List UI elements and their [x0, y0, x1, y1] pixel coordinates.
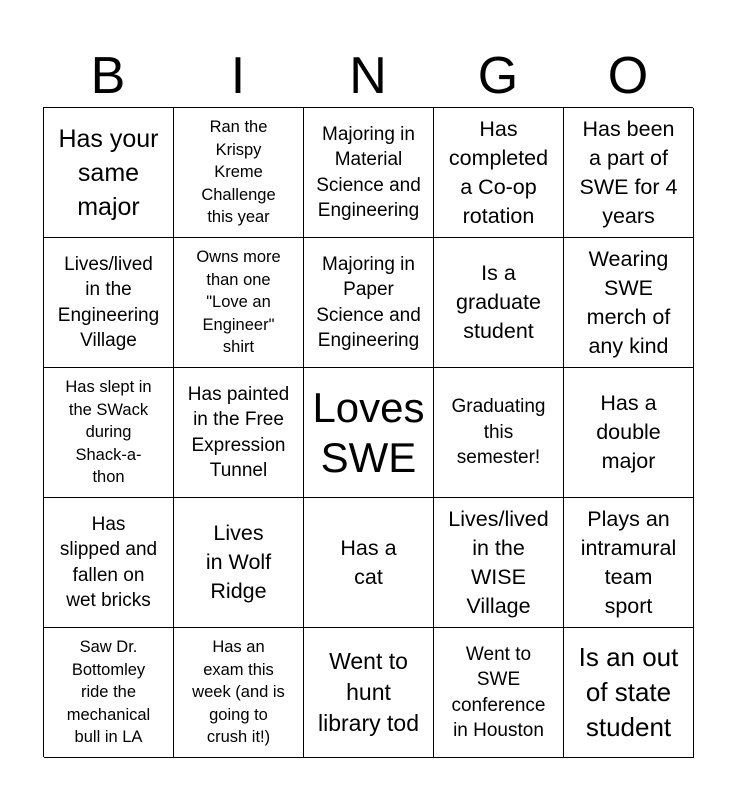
bingo-cell-r2-c1[interactable] — [44, 238, 174, 368]
cell-text: Lives/lived in the Engineering Village — [57, 253, 160, 351]
bingo-cell-r2-c2[interactable] — [174, 238, 304, 368]
cell-text: Went to SWE conference in Houston — [451, 643, 546, 741]
bingo-cell-r4-c3[interactable] — [304, 498, 434, 628]
cell-text: Majoring in Material Science and Engineering — [316, 123, 421, 221]
bingo-cell-r1-c5[interactable] — [564, 108, 694, 238]
bingo-cell-r5-c2[interactable] — [174, 628, 304, 758]
header-letter-o: O — [607, 47, 649, 105]
header-letter-b: B — [90, 47, 126, 105]
bingo-cell-r4-c2[interactable] — [174, 498, 304, 628]
cell-text: Has slept in the SWack during Shack-a- thon — [65, 378, 152, 487]
cell-text: Has your same major — [58, 124, 159, 221]
cell-text: Lives/lived in the WISE Village — [448, 506, 549, 618]
cell-text: Plays an intramural team sport — [580, 506, 677, 618]
bingo-board — [43, 107, 693, 757]
header-letter-n: N — [349, 47, 387, 105]
cell-text: Is a graduate student — [456, 261, 541, 343]
bingo-cell-r3-c2[interactable] — [174, 368, 304, 498]
bingo-cell-r2-c4[interactable] — [434, 238, 564, 368]
cell-text: Has been a part of SWE for 4 years — [579, 116, 678, 228]
cell-text: Is an out of state student — [578, 642, 679, 742]
cell-text: Majoring in Paper Science and Engineering — [316, 253, 421, 351]
bingo-cell-r3-c5[interactable] — [564, 368, 694, 498]
bingo-cell-r1-c3[interactable] — [304, 108, 434, 238]
cell-text: Ran the Krispy Kreme Challenge this year — [201, 118, 276, 227]
cell-text: Has a cat — [340, 535, 397, 589]
cell-text: Owns more than one "Love an Engineer" shirt — [196, 248, 281, 357]
bingo-cell-r4-c5[interactable] — [564, 498, 694, 628]
cell-text: Lives in Wolf Ridge — [205, 521, 272, 603]
bingo-cell-r5-c4[interactable] — [434, 628, 564, 758]
header-letter-i: I — [230, 47, 246, 105]
bingo-cell-r4-c1[interactable] — [44, 498, 174, 628]
cell-text: Saw Dr. Bottomley ride the mechanical bull in LA — [66, 638, 151, 747]
bingo-cell-r5-c1[interactable] — [44, 628, 174, 758]
bingo-cell-r2-c3[interactable] — [304, 238, 434, 368]
cell-text: Has a double major — [596, 391, 661, 473]
bingo-cell-r3-c4[interactable] — [434, 368, 564, 498]
bingo-cell-r4-c4[interactable] — [434, 498, 564, 628]
cell-text: Has an exam this week (and is going to crush it!) — [192, 638, 285, 747]
header-letter-g: G — [477, 47, 519, 105]
cell-text: Has painted in the Free Expression Tunnel — [187, 383, 290, 481]
cell-text: Loves SWE — [312, 383, 425, 481]
bingo-cell-r3-c1[interactable] — [44, 368, 174, 498]
cell-text: Graduating this semester! — [451, 396, 546, 469]
bingo-header — [43, 46, 693, 106]
cell-text: Has slipped and fallen on wet bricks — [59, 513, 158, 611]
cell-text: Went to hunt library tod — [318, 648, 419, 736]
cell-text: Has completed a Co-op rotation — [448, 116, 549, 228]
bingo-cell-r5-c5[interactable] — [564, 628, 694, 758]
bingo-cell-r2-c5[interactable] — [564, 238, 694, 368]
cell-text: Wearing SWE merch of any kind — [586, 246, 671, 358]
bingo-cell-r1-c4[interactable] — [434, 108, 564, 238]
bingo-cell-r1-c1[interactable] — [44, 108, 174, 238]
bingo-cell-r5-c3[interactable] — [304, 628, 434, 758]
bingo-cell-r1-c2[interactable] — [174, 108, 304, 238]
bingo-cell-free[interactable] — [304, 368, 434, 498]
